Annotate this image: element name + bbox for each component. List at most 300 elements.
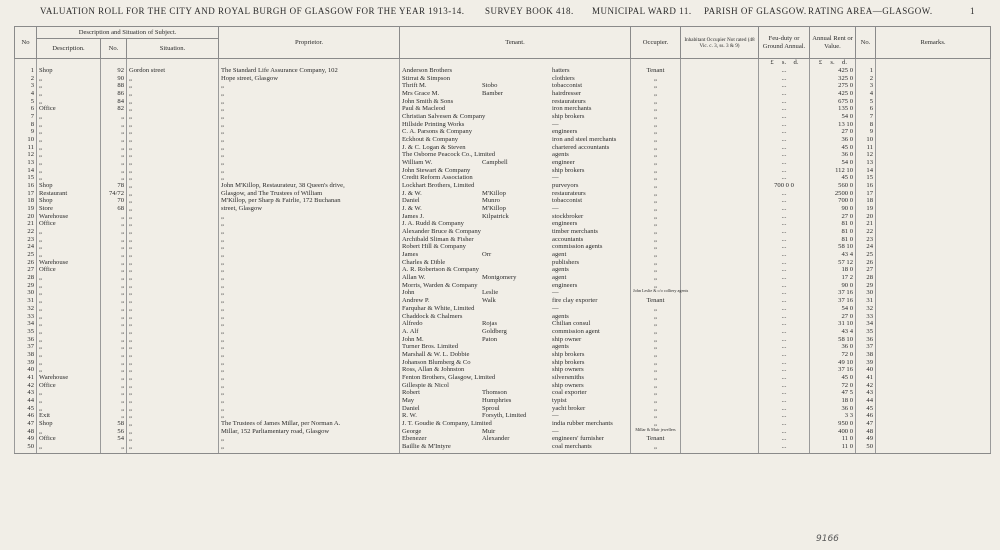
row-house-number: „ [101, 328, 127, 336]
row-situation: „ [127, 351, 219, 359]
row-occupier: „ [631, 167, 681, 175]
row-remarks [876, 205, 991, 213]
row-occupier: „ [631, 121, 681, 129]
tenant-name: Chaddock & Chalmers [402, 312, 463, 320]
row-situation: „ [127, 366, 219, 374]
row-house-number: „ [101, 121, 127, 129]
row-feu-duty: ... [759, 236, 810, 244]
row-house-number: 78 [101, 182, 127, 190]
row-number: 36 [15, 336, 37, 344]
row-annual-rent: 18 0 [810, 397, 856, 405]
row-occupier: „ [631, 113, 681, 121]
row-inhabitant [681, 420, 759, 428]
row-description: Shop [37, 197, 101, 205]
row-situation: „ [127, 205, 219, 213]
table-row [15, 159, 991, 167]
row-number: 50 [15, 443, 37, 451]
table-row [15, 174, 991, 182]
row-description: „ [37, 121, 101, 129]
row-feu-duty: ... [759, 289, 810, 297]
row-tenant [400, 90, 631, 98]
row-remarks [876, 182, 991, 190]
row-house-number: „ [101, 297, 127, 305]
row-description: Office [37, 382, 101, 390]
row-annual-rent: 11 0 [810, 435, 856, 443]
row-description: Shop [37, 420, 101, 428]
tenant-trade: — [552, 304, 559, 312]
page-number: 1 [970, 6, 975, 16]
row-description: „ [37, 128, 101, 136]
row-proprietor: „ [219, 105, 400, 113]
row-proprietor: M'Killop, per Sharp & Fairlie, 172 Buchanan [219, 197, 400, 205]
tenant-trade: tobacconist [552, 197, 583, 205]
row-annual-rent: 700 0 [810, 197, 856, 205]
row-number-right: 8 [856, 121, 876, 129]
row-description: „ [37, 136, 101, 144]
row-number-right: 42 [856, 382, 876, 390]
tenant-trade: engineers [552, 128, 578, 136]
row-occupier: Tenant [631, 297, 681, 305]
row-house-number: „ [101, 336, 127, 344]
row-annual-rent: 325 0 [810, 75, 856, 83]
row-tenant [400, 351, 631, 359]
row-description: „ [37, 297, 101, 305]
row-tenant [400, 374, 631, 382]
row-feu-duty: ... [759, 75, 810, 83]
row-remarks [876, 382, 991, 390]
row-tenant [400, 98, 631, 106]
row-number-right: 18 [856, 197, 876, 205]
row-inhabitant [681, 397, 759, 405]
row-proprietor: „ [219, 113, 400, 121]
row-annual-rent: 37 16 [810, 366, 856, 374]
row-situation: „ [127, 159, 219, 167]
tenant-trade: engineer [552, 159, 575, 167]
row-proprietor: „ [219, 236, 400, 244]
row-occupier: „ [631, 75, 681, 83]
row-description: „ [37, 320, 101, 328]
row-description: „ [37, 75, 101, 83]
row-annual-rent: 81 0 [810, 220, 856, 228]
row-remarks [876, 197, 991, 205]
table-row [15, 105, 991, 113]
row-description: „ [37, 151, 101, 159]
row-feu-duty: ... [759, 136, 810, 144]
tenant-name: John M. [402, 335, 424, 343]
row-proprietor: „ [219, 159, 400, 167]
row-proprietor: „ [219, 313, 400, 321]
row-description: „ [37, 282, 101, 290]
row-remarks [876, 136, 991, 144]
row-tenant [400, 213, 631, 221]
tenant-name: Morris, Warden & Company [402, 281, 478, 289]
row-occupier: „ [631, 305, 681, 313]
tenant-surname: Paton [482, 335, 498, 343]
row-occupier: „ [631, 259, 681, 267]
row-description: Warehouse [37, 213, 101, 221]
row-inhabitant [681, 274, 759, 282]
table-row [15, 67, 991, 75]
row-tenant [400, 289, 631, 297]
row-tenant [400, 144, 631, 152]
tenant-name: R. W. [402, 412, 417, 420]
row-tenant [400, 366, 631, 374]
row-annual-rent: 57 12 [810, 259, 856, 267]
tenant-name: George [402, 427, 422, 435]
row-inhabitant [681, 328, 759, 336]
row-tenant [400, 397, 631, 405]
tenant-name: James J. [402, 212, 424, 220]
row-feu-duty: ... [759, 259, 810, 267]
tenant-trade: iron and steel merchants [552, 136, 617, 144]
row-tenant [400, 105, 631, 113]
row-feu-duty: ... [759, 167, 810, 175]
row-house-number: 54 [101, 435, 127, 443]
tenant-name: J. & W. [402, 189, 422, 197]
tenant-trade: publishers [552, 258, 580, 266]
tenant-trade: ship owners [552, 381, 584, 389]
row-occupier: „ [631, 236, 681, 244]
row-tenant [400, 328, 631, 336]
row-annual-rent: 3 3 [810, 412, 856, 420]
row-tenant [400, 412, 631, 420]
row-occupier: „ [631, 282, 681, 290]
row-feu-duty: ... [759, 213, 810, 221]
row-number: 34 [15, 320, 37, 328]
tenant-trade: ship brokers [552, 166, 585, 174]
row-description: „ [37, 328, 101, 336]
row-number-right: 22 [856, 228, 876, 236]
row-annual-rent: 49 10 [810, 359, 856, 367]
table-row [15, 405, 991, 413]
row-proprietor: „ [219, 443, 400, 451]
tenant-trade: agent [552, 251, 567, 259]
row-occupier: „ [631, 213, 681, 221]
valuation-table [14, 26, 991, 454]
tenant-trade: iron merchants [552, 105, 592, 113]
row-number: 17 [15, 190, 37, 198]
table-row [15, 75, 991, 83]
row-inhabitant [681, 190, 759, 198]
table-row [15, 144, 991, 152]
tenant-name: Anderson Brothers [402, 67, 453, 74]
row-inhabitant [681, 182, 759, 190]
tenant-name: Johanson Blumberg & Co [402, 358, 471, 366]
row-proprietor: „ [219, 228, 400, 236]
row-tenant [400, 435, 631, 443]
tenant-trade: — [552, 427, 559, 435]
row-tenant [400, 220, 631, 228]
row-number: 23 [15, 236, 37, 244]
row-description: „ [37, 274, 101, 282]
row-inhabitant [681, 75, 759, 83]
tenant-surname: Stobo [482, 82, 498, 90]
row-number: 21 [15, 220, 37, 228]
tenant-trade: agents [552, 266, 569, 274]
row-feu-duty: ... [759, 159, 810, 167]
row-number: 33 [15, 313, 37, 321]
row-number: 40 [15, 366, 37, 374]
row-house-number: „ [101, 405, 127, 413]
table-row [15, 366, 991, 374]
row-remarks [876, 305, 991, 313]
row-situation: „ [127, 328, 219, 336]
tenant-trade: ship brokers [552, 113, 585, 121]
row-number: 42 [15, 382, 37, 390]
row-inhabitant [681, 259, 759, 267]
row-remarks [876, 67, 991, 75]
row-number-right: 48 [856, 428, 876, 436]
row-tenant [400, 320, 631, 328]
row-occupier: „ [631, 228, 681, 236]
row-situation: „ [127, 343, 219, 351]
row-situation: „ [127, 113, 219, 121]
row-number: 11 [15, 144, 37, 152]
row-proprietor: „ [219, 366, 400, 374]
row-inhabitant [681, 136, 759, 144]
tenant-surname: Goldberg [482, 327, 507, 335]
col-inhabitant-occupier: Inhabitant Occupier Not rated (48 Vic. c. 3, ss. 3 & 9) [681, 27, 759, 59]
row-number: 28 [15, 274, 37, 282]
row-proprietor: „ [219, 251, 400, 259]
col-tenant: Tenant. [400, 27, 631, 59]
row-occupier: „ [631, 420, 681, 428]
row-number: 35 [15, 328, 37, 336]
row-house-number: 86 [101, 90, 127, 98]
row-occupier: „ [631, 328, 681, 336]
row-situation: „ [127, 320, 219, 328]
municipal-ward: MUNICIPAL WARD 11. [592, 6, 692, 16]
row-number: 48 [15, 428, 37, 436]
row-occupier: „ [631, 382, 681, 390]
row-house-number: 68 [101, 205, 127, 213]
row-proprietor: „ [219, 405, 400, 413]
row-number: 24 [15, 243, 37, 251]
row-inhabitant [681, 289, 759, 297]
row-remarks [876, 320, 991, 328]
row-inhabitant [681, 443, 759, 451]
row-house-number: „ [101, 266, 127, 274]
row-inhabitant [681, 320, 759, 328]
row-remarks [876, 412, 991, 420]
row-remarks [876, 443, 991, 451]
tenant-trade: fire clay exporter [552, 297, 598, 305]
row-description: „ [37, 336, 101, 344]
row-occupier: „ [631, 128, 681, 136]
row-feu-duty: ... [759, 297, 810, 305]
row-number-right: 21 [856, 220, 876, 228]
row-tenant [400, 266, 631, 274]
row-annual-rent: 17 2 [810, 274, 856, 282]
row-house-number: „ [101, 274, 127, 282]
row-situation: „ [127, 359, 219, 367]
row-situation: „ [127, 236, 219, 244]
row-number: 4 [15, 90, 37, 98]
tenant-surname: Campbell [482, 159, 508, 167]
row-tenant [400, 420, 631, 428]
row-description: „ [37, 305, 101, 313]
currency-header-feu: £ s. d. [759, 59, 810, 68]
tenant-name: A. Alf [402, 327, 419, 335]
row-tenant [400, 382, 631, 390]
row-inhabitant [681, 359, 759, 367]
row-proprietor: „ [219, 174, 400, 182]
row-remarks [876, 236, 991, 244]
row-number-right: 31 [856, 297, 876, 305]
tenant-trade: Chilian consul [552, 320, 591, 328]
row-tenant [400, 251, 631, 259]
row-tenant [400, 75, 631, 83]
row-number-right: 32 [856, 305, 876, 313]
row-occupier: „ [631, 197, 681, 205]
row-tenant [400, 128, 631, 136]
row-tenant [400, 443, 631, 451]
tenant-name: Andrew P. [402, 297, 430, 305]
parish: PARISH OF GLASGOW. [704, 6, 807, 16]
row-number-right: 41 [856, 374, 876, 382]
tenant-name: Alexander Bruce & Company [402, 228, 481, 236]
row-annual-rent: 560 0 [810, 182, 856, 190]
row-tenant [400, 405, 631, 413]
row-remarks [876, 159, 991, 167]
row-number-right: 19 [856, 205, 876, 213]
row-feu-duty: ... [759, 343, 810, 351]
table-row [15, 251, 991, 259]
row-annual-rent: 18 0 [810, 266, 856, 274]
row-number-right: 1 [856, 67, 876, 75]
row-number-right: 7 [856, 113, 876, 121]
row-inhabitant [681, 336, 759, 344]
row-feu-duty: ... [759, 220, 810, 228]
row-inhabitant [681, 90, 759, 98]
tenant-name: Allan W. [402, 274, 426, 282]
row-number-right: 36 [856, 336, 876, 344]
col-remarks: Remarks. [876, 27, 991, 59]
row-occupier: „ [631, 190, 681, 198]
row-remarks [876, 90, 991, 98]
tenant-name: Stirrat & Simpson [402, 74, 451, 82]
row-annual-rent: 90 0 [810, 205, 856, 213]
row-remarks [876, 251, 991, 259]
row-proprietor: „ [219, 374, 400, 382]
row-remarks [876, 343, 991, 351]
tenant-trade: tobacconist [552, 82, 583, 90]
row-feu-duty: ... [759, 205, 810, 213]
row-description: Office [37, 105, 101, 113]
table-row [15, 289, 991, 297]
row-situation: „ [127, 412, 219, 420]
table-row [15, 420, 991, 428]
row-feu-duty: ... [759, 151, 810, 159]
row-description: „ [37, 159, 101, 167]
col-feu-duty: Feu-duty or Ground Annual. [759, 27, 810, 59]
row-house-number: „ [101, 320, 127, 328]
row-tenant [400, 297, 631, 305]
row-feu-duty: ... [759, 420, 810, 428]
row-number: 30 [15, 289, 37, 297]
tenant-trade: — [552, 174, 559, 182]
row-proprietor: Hope street, Glasgow [219, 75, 400, 83]
row-inhabitant [681, 105, 759, 113]
row-situation: „ [127, 98, 219, 106]
row-inhabitant [681, 236, 759, 244]
row-occupier: „ [631, 205, 681, 213]
row-house-number: 74/72 [101, 190, 127, 198]
row-annual-rent: 37 16 [810, 289, 856, 297]
row-house-number: „ [101, 243, 127, 251]
row-house-number: „ [101, 289, 127, 297]
row-inhabitant [681, 297, 759, 305]
row-remarks [876, 220, 991, 228]
tenant-trade: agents [552, 151, 569, 159]
tenant-trade: engineers [552, 281, 578, 289]
row-description: Store [37, 205, 101, 213]
row-tenant [400, 228, 631, 236]
tenant-name: Fenton Brothers, Glasgow, Limited [402, 373, 496, 381]
row-tenant [400, 359, 631, 367]
row-occupier: „ [631, 313, 681, 321]
row-inhabitant [681, 412, 759, 420]
row-feu-duty: ... [759, 251, 810, 259]
row-feu-duty: ... [759, 351, 810, 359]
row-number-right: 39 [856, 359, 876, 367]
tenant-name: Hillside Printing Works [402, 120, 465, 128]
tenant-name: James [402, 251, 419, 259]
table-row [15, 167, 991, 175]
tenant-name: John [402, 289, 415, 297]
row-occupier: „ [631, 405, 681, 413]
row-situation: „ [127, 243, 219, 251]
col-occupier: Occupier. [631, 27, 681, 59]
tenant-trade: chartered accountants [552, 143, 610, 151]
row-number: 39 [15, 359, 37, 367]
row-occupier: „ [631, 251, 681, 259]
row-number-right: 43 [856, 389, 876, 397]
row-house-number: „ [101, 282, 127, 290]
row-number-right: 15 [856, 174, 876, 182]
row-description: „ [37, 174, 101, 182]
row-occupier: „ [631, 359, 681, 367]
row-remarks [876, 328, 991, 336]
row-tenant [400, 305, 631, 313]
row-annual-rent: 45 0 [810, 374, 856, 382]
tenant-trade: agents [552, 343, 569, 351]
row-house-number: „ [101, 389, 127, 397]
row-annual-rent: 27 0 [810, 313, 856, 321]
table-row [15, 351, 991, 359]
row-proprietor: Millar, 152 Parliamentary road, Glasgow [219, 428, 400, 436]
table-row [15, 412, 991, 420]
row-situation: „ [127, 121, 219, 129]
tenant-trade: restaurateurs [552, 189, 586, 197]
row-proprietor: „ [219, 382, 400, 390]
row-occupier: „ [631, 136, 681, 144]
row-number-right: 20 [856, 213, 876, 221]
tenant-name: Charles & Dible [402, 258, 446, 266]
tenant-surname: Montgomery [482, 274, 517, 282]
row-number-right: 37 [856, 343, 876, 351]
row-proprietor: „ [219, 282, 400, 290]
table-row [15, 121, 991, 129]
row-tenant [400, 121, 631, 129]
tenant-name: Lockhart Brothers, Limited [402, 182, 475, 190]
row-situation: „ [127, 397, 219, 405]
row-inhabitant [681, 305, 759, 313]
row-annual-rent: 2500 0 [810, 190, 856, 198]
table-row [15, 336, 991, 344]
row-annual-rent: 58 10 [810, 243, 856, 251]
row-number: 32 [15, 305, 37, 313]
